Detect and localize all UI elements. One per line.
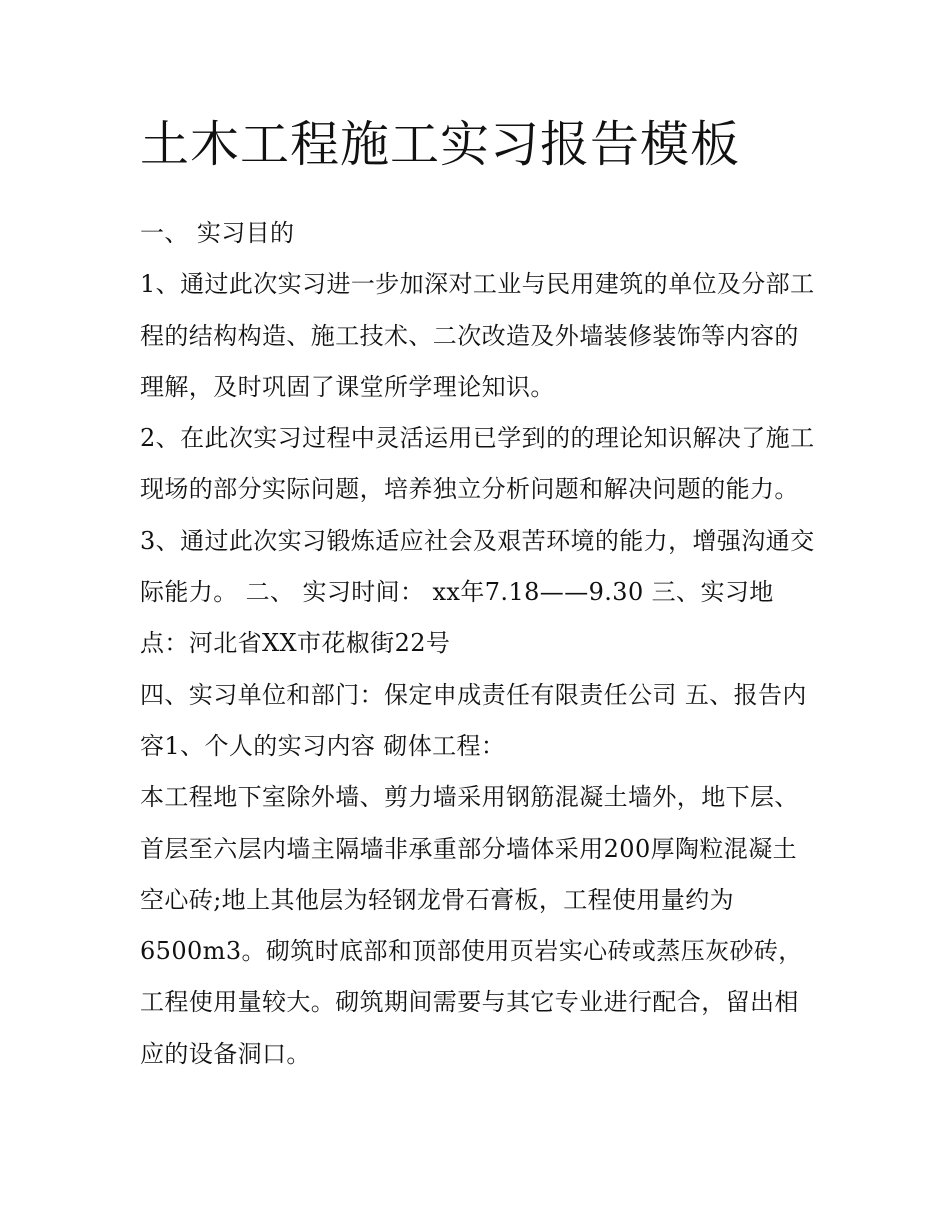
paragraph-5: 本工程地下室除外墙、剪力墙采用钢筋混凝土墙外，地下层、首层至六层内墙主隔墙非承重部分墙体采用200厚陶粒混凝土空心砖;地上其他层为轻钢龙骨石膏板，工程使用量约为6500m3。砌筑时底部和顶部使用页岩实心砖或蒸压灰砂砖，工程使用量较大。砌筑期间需要与其它专业进行配合，留出相应的设备洞口。 xyxy=(140,783,803,1068)
paragraph-2: 2、在此次实习过程中灵活运用已学到的的理论知识解决了施工现场的部分实际问题，培养独立分析问题和解决问题的能力。 xyxy=(140,424,815,504)
section-heading-purpose: 一、 实习目的 xyxy=(140,219,295,247)
paragraph-4: 四、实习单位和部门：保定申成责任有限责任公司 五、报告内容1、个人的实习内容 砌体工程： xyxy=(140,680,807,760)
paragraph-1: 1、通过此次实习进一步加深对工业与民用建筑的单位及分部工程的结构构造、施工技术、二次改造及外墙装修装饰等内容的理解，及时巩固了课堂所学理论知识。 xyxy=(140,270,815,401)
document-title: 土木工程施工实习报告模板 xyxy=(140,116,741,173)
document-page xyxy=(140,112,820,1080)
paragraph-3: 3、通过此次实习锻炼适应社会及艰苦环境的能力，增强沟通交际能力。 二、 实习时间： xx年7.18——9.30 三、实习地点：河北省XX市花椒街22号 xyxy=(140,526,815,658)
